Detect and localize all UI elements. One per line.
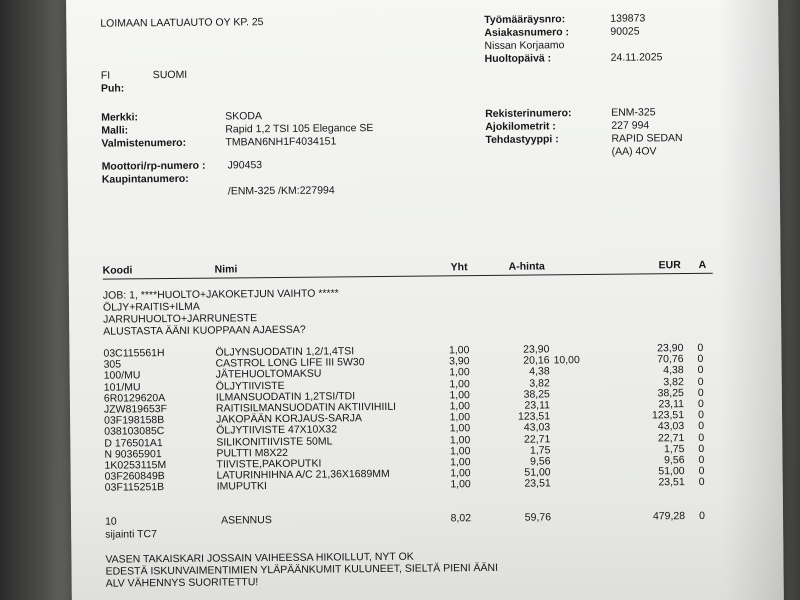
mileage-label: Ajokilometrit : xyxy=(485,120,556,133)
item-qty: 1,00 xyxy=(450,467,471,480)
work-order-label: Työmääräysnro: xyxy=(484,13,566,26)
country-name: SUOMI xyxy=(152,68,188,82)
item-total: 23,90 xyxy=(657,342,684,355)
item-a: 0 xyxy=(697,353,704,366)
item-a: 0 xyxy=(698,431,705,444)
item-code: 03C115561H xyxy=(103,347,165,360)
item-name: LATURINHIHNA A/C 21,36X1689MM xyxy=(216,468,390,482)
labour-name: ASENNUS xyxy=(221,514,272,527)
location-note: sijainti TC7 xyxy=(105,528,157,541)
item-code: JZW819653F xyxy=(103,403,168,416)
work-order-value: 139873 xyxy=(610,12,646,25)
item-price: 51,00 xyxy=(524,466,551,479)
factory-type-value-2: (AA) 4OV xyxy=(611,145,657,158)
item-price: 123,51 xyxy=(517,410,551,423)
item-name: IMUPUTKI xyxy=(216,480,267,493)
labour-row xyxy=(71,509,771,528)
item-name: SILIKONITIIVISTE 50ML xyxy=(216,435,333,449)
make-value: SKODA xyxy=(225,110,263,123)
item-code: 101/MU xyxy=(103,380,141,394)
make-label: Merkki: xyxy=(101,111,139,124)
item-total: 22,71 xyxy=(657,431,685,444)
item-price: 9,56 xyxy=(530,455,551,468)
remark-line: EDESTÄ ISKUNVAIMENTIMIEN YLÄPÄÄNKUMIT KULUNEET, SIELTÄ PIENI ÄÄNI xyxy=(105,561,499,578)
customer-name: Nissan Korjaamo xyxy=(484,39,565,52)
column-qty-header: Yht xyxy=(450,261,468,274)
remark-line: ALV VÄHENNYS SUORITETTU! xyxy=(105,576,259,590)
item-total: 9,56 xyxy=(664,454,685,467)
item-total: 43,03 xyxy=(657,420,685,433)
item-total: 4,38 xyxy=(663,364,684,377)
vin-label: Valmistenumero: xyxy=(101,136,187,150)
item-price: 1,75 xyxy=(529,444,551,457)
item-total: 1,75 xyxy=(663,442,685,456)
item-code: 03F115251B xyxy=(104,481,165,495)
column-name-header: Nimi xyxy=(214,263,238,276)
item-name: TIIVISTE,PAKOPUTKI xyxy=(216,457,322,471)
item-name: ILMANSUODATIN 1,2TSI/TDI xyxy=(215,390,356,404)
stock-number-label: Kaupintanumero: xyxy=(101,172,189,186)
item-code: D 176501A1 xyxy=(104,436,163,450)
labour-a: 0 xyxy=(698,509,705,522)
item-a: 0 xyxy=(698,476,705,489)
engine-label: Moottori/rp-numero : xyxy=(101,159,206,173)
item-total: 51,00 xyxy=(658,465,685,478)
column-eur-header: EUR xyxy=(658,259,681,272)
item-name: ÖLJYTIIVISTE xyxy=(215,379,285,393)
model-value: Rapid 1,2 TSI 105 Elegance SE xyxy=(225,122,374,136)
item-qty: 1,00 xyxy=(449,400,471,413)
labour-price: 59,76 xyxy=(524,511,552,524)
item-code: 03F260849B xyxy=(104,470,165,483)
item-name: JAKOPÄÄN KORJAUS-SARJA xyxy=(216,412,363,426)
item-price: 4,38 xyxy=(529,365,550,378)
item-qty: 1,00 xyxy=(448,344,470,357)
item-a: 0 xyxy=(697,364,704,377)
remark-line: VASEN TAKAISKARI JOSSAIN VAIHEESSA HIKOILLUT, NYT OK xyxy=(105,550,414,566)
item-code: 03F198158B xyxy=(104,414,165,427)
item-discount: 10,00 xyxy=(553,354,580,367)
phone-label: Puh: xyxy=(100,82,125,95)
item-name: RAITISILMANSUODATIN AKTIIVIHIILI xyxy=(215,400,397,415)
job-line: JARRUHUOLTO+JARRUNESTE xyxy=(103,312,258,326)
item-code: 1K0253115M xyxy=(104,459,167,472)
item-qty: 1,00 xyxy=(449,444,471,458)
vin-value: TMBAN6NH1F4034151 xyxy=(225,135,337,149)
item-code: 038103085C xyxy=(104,425,165,439)
vehicle-reference: /ENM-325 /KM:227994 xyxy=(227,184,335,198)
labour-total: 479,28 xyxy=(652,510,686,523)
item-code: 100/MU xyxy=(103,369,141,383)
item-qty: 1,00 xyxy=(450,456,471,469)
item-qty: 1,00 xyxy=(449,366,470,379)
registration-value: ENM-325 xyxy=(611,106,656,119)
item-code: 6R0129620A xyxy=(103,391,166,405)
item-total: 23,11 xyxy=(658,398,685,411)
item-a: 0 xyxy=(698,453,705,466)
item-name: JÄTEHUOLTOMAKSU xyxy=(215,367,322,381)
item-price: 23,11 xyxy=(524,399,551,412)
mileage-value: 227 994 xyxy=(611,119,650,132)
factory-type-label: Tehdastyyppi : xyxy=(485,133,559,146)
item-qty: 1,00 xyxy=(449,422,471,435)
company-name: LOIMAAN LAATUAUTO OY KP. 25 xyxy=(100,16,264,30)
item-qty: 1,00 xyxy=(449,411,471,424)
job-line: ALUSTASTA ÄÄNI KUOPPAAN AJAESSA? xyxy=(103,323,306,338)
item-total: 70,76 xyxy=(657,353,684,366)
item-a: 0 xyxy=(697,386,704,399)
item-name: CASTROL LONG LIFE III 5W30 xyxy=(215,356,365,370)
column-a-header: A xyxy=(698,258,707,271)
item-qty: 1,00 xyxy=(449,377,470,390)
registration-label: Rekisterinumero: xyxy=(485,107,572,120)
item-code: N 90365901 xyxy=(104,447,162,461)
item-qty: 3,90 xyxy=(449,355,470,368)
item-total: 23,51 xyxy=(658,476,685,489)
item-total: 123,51 xyxy=(651,409,685,422)
column-price-header: A-hinta xyxy=(508,260,545,273)
factory-type-value: RAPID SEDAN xyxy=(611,132,683,145)
job-line: ÖLJY+RAITIS+ILMA xyxy=(102,300,200,314)
item-a: 0 xyxy=(698,409,704,422)
model-label: Malli: xyxy=(101,124,129,137)
item-qty: 1,00 xyxy=(449,388,470,402)
item-name: ÖLJYNSUODATIN 1,2/1,4TSI xyxy=(215,345,355,359)
item-a: 0 xyxy=(698,420,705,433)
item-code: 305 xyxy=(103,358,122,371)
service-date-label: Huoltopäivä : xyxy=(484,52,552,65)
customer-number-label: Asiakasnumero : xyxy=(484,26,570,39)
item-name: ÖLJYTIIVISTE 47X10X32 xyxy=(216,423,338,437)
engine-value: J90453 xyxy=(227,159,263,172)
item-a: 0 xyxy=(698,442,705,455)
item-qty: 1,00 xyxy=(449,433,471,446)
country-code: FI xyxy=(100,69,111,82)
item-price: 23,90 xyxy=(523,343,550,356)
item-price: 22,71 xyxy=(523,432,551,446)
item-price: 20,16 xyxy=(523,354,550,367)
item-price: 43,03 xyxy=(523,421,551,435)
item-price: 23,51 xyxy=(524,477,551,491)
item-qty: 1,00 xyxy=(450,478,471,491)
item-price: 3,82 xyxy=(529,376,550,390)
item-price: 38,25 xyxy=(523,388,550,401)
job-line: JOB: 1, ****HUOLTO+JAKOKETJUN VAIHTO ***** xyxy=(102,287,339,302)
header-divider xyxy=(103,273,713,280)
item-name: PULTTI M8X22 xyxy=(216,446,289,460)
item-a: 0 xyxy=(697,375,704,388)
item-total: 38,25 xyxy=(657,386,684,400)
item-a: 0 xyxy=(698,465,705,478)
labour-code: 10 xyxy=(105,515,117,528)
customer-number-value: 90025 xyxy=(610,25,640,38)
service-date-value: 24.11.2025 xyxy=(610,51,663,64)
column-code-header: Koodi xyxy=(102,264,133,277)
item-total: 3,82 xyxy=(663,375,684,388)
work-order-document xyxy=(66,0,784,600)
item-a: 0 xyxy=(697,341,704,354)
item-a: 0 xyxy=(697,397,704,410)
labour-qty: 8,02 xyxy=(450,512,472,525)
